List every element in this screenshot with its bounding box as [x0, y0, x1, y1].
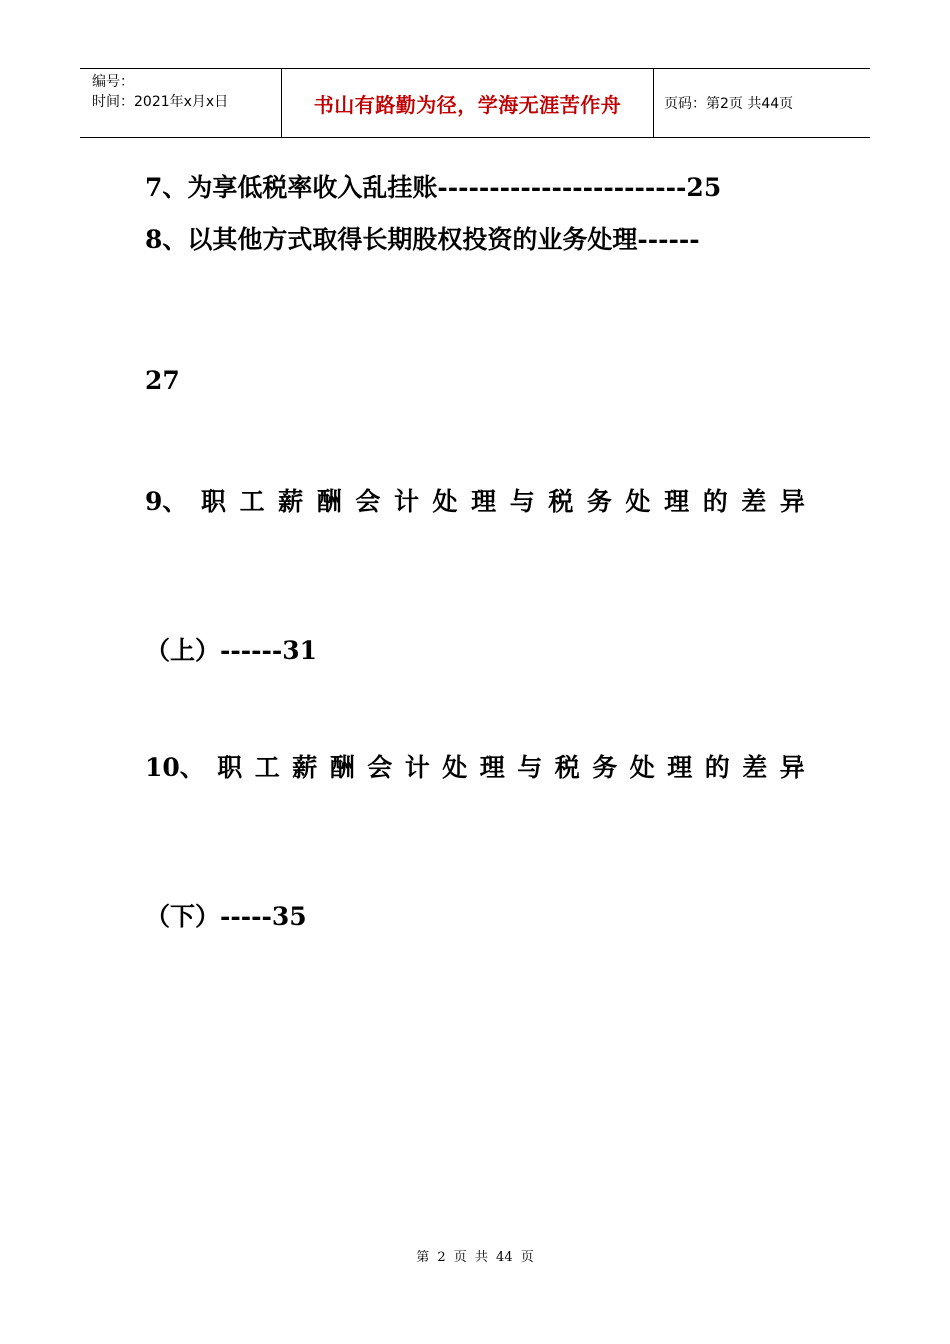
toc-char: 差 — [742, 753, 768, 782]
toc-char: 职 — [217, 753, 243, 782]
toc-char: 与 — [509, 487, 535, 516]
toc-char: 酬 — [316, 487, 342, 516]
toc-char: 理 — [479, 753, 505, 782]
toc-char: 薪 — [292, 753, 318, 782]
toc-char: 工 — [254, 753, 280, 782]
toc-char: 异 — [779, 487, 805, 516]
toc-item-10-continued: （下）-----35 — [145, 902, 307, 931]
toc-char: 9、 — [145, 487, 188, 516]
toc-item-8-page: 27 — [145, 366, 180, 395]
toc-item-9-continued: （上）------31 — [145, 636, 318, 665]
header-left-cell — [80, 69, 281, 137]
toc-char: 理 — [471, 487, 497, 516]
time-label: 时间：2021年x月x日 — [92, 94, 229, 110]
toc-char: 工 — [239, 487, 265, 516]
toc-char: 10、 — [145, 753, 205, 782]
toc-char: 处 — [629, 753, 655, 782]
toc-char: 会 — [367, 753, 393, 782]
toc-char: 计 — [393, 487, 419, 516]
toc-char: 会 — [355, 487, 381, 516]
toc-char: 异 — [779, 753, 805, 782]
toc-char: 职 — [200, 487, 226, 516]
page-footer: 第 2 页 共 44 页 — [416, 1250, 534, 1265]
toc-char: 酬 — [329, 753, 355, 782]
number-label: 编号： — [92, 74, 134, 90]
toc-char: 薪 — [278, 487, 304, 516]
toc-char: 的 — [704, 753, 730, 782]
toc-item-8: 8、以其他方式取得长期股权投资的业务处理------ — [145, 225, 700, 254]
toc-char: 差 — [741, 487, 767, 516]
toc-item-9 — [145, 482, 805, 518]
toc-char: 处 — [442, 753, 468, 782]
toc-char: 税 — [548, 487, 574, 516]
toc-char: 理 — [667, 753, 693, 782]
toc-char: 的 — [702, 487, 728, 516]
page-header — [80, 68, 870, 138]
toc-char: 处 — [625, 487, 651, 516]
toc-char: 税 — [554, 753, 580, 782]
toc-item-10 — [145, 748, 805, 784]
page-info: 页码：第2页 共44页 — [664, 96, 794, 112]
toc-item-7: 7、为享低税率收入乱挂账------------------------25 — [145, 173, 722, 202]
toc-char: 务 — [592, 753, 618, 782]
toc-char: 务 — [586, 487, 612, 516]
toc-char: 处 — [432, 487, 458, 516]
motto: 书山有路勤为径，学海无涯苦作舟 — [281, 69, 654, 137]
toc-char: 理 — [664, 487, 690, 516]
toc-char: 与 — [517, 753, 543, 782]
toc-char: 计 — [404, 753, 430, 782]
